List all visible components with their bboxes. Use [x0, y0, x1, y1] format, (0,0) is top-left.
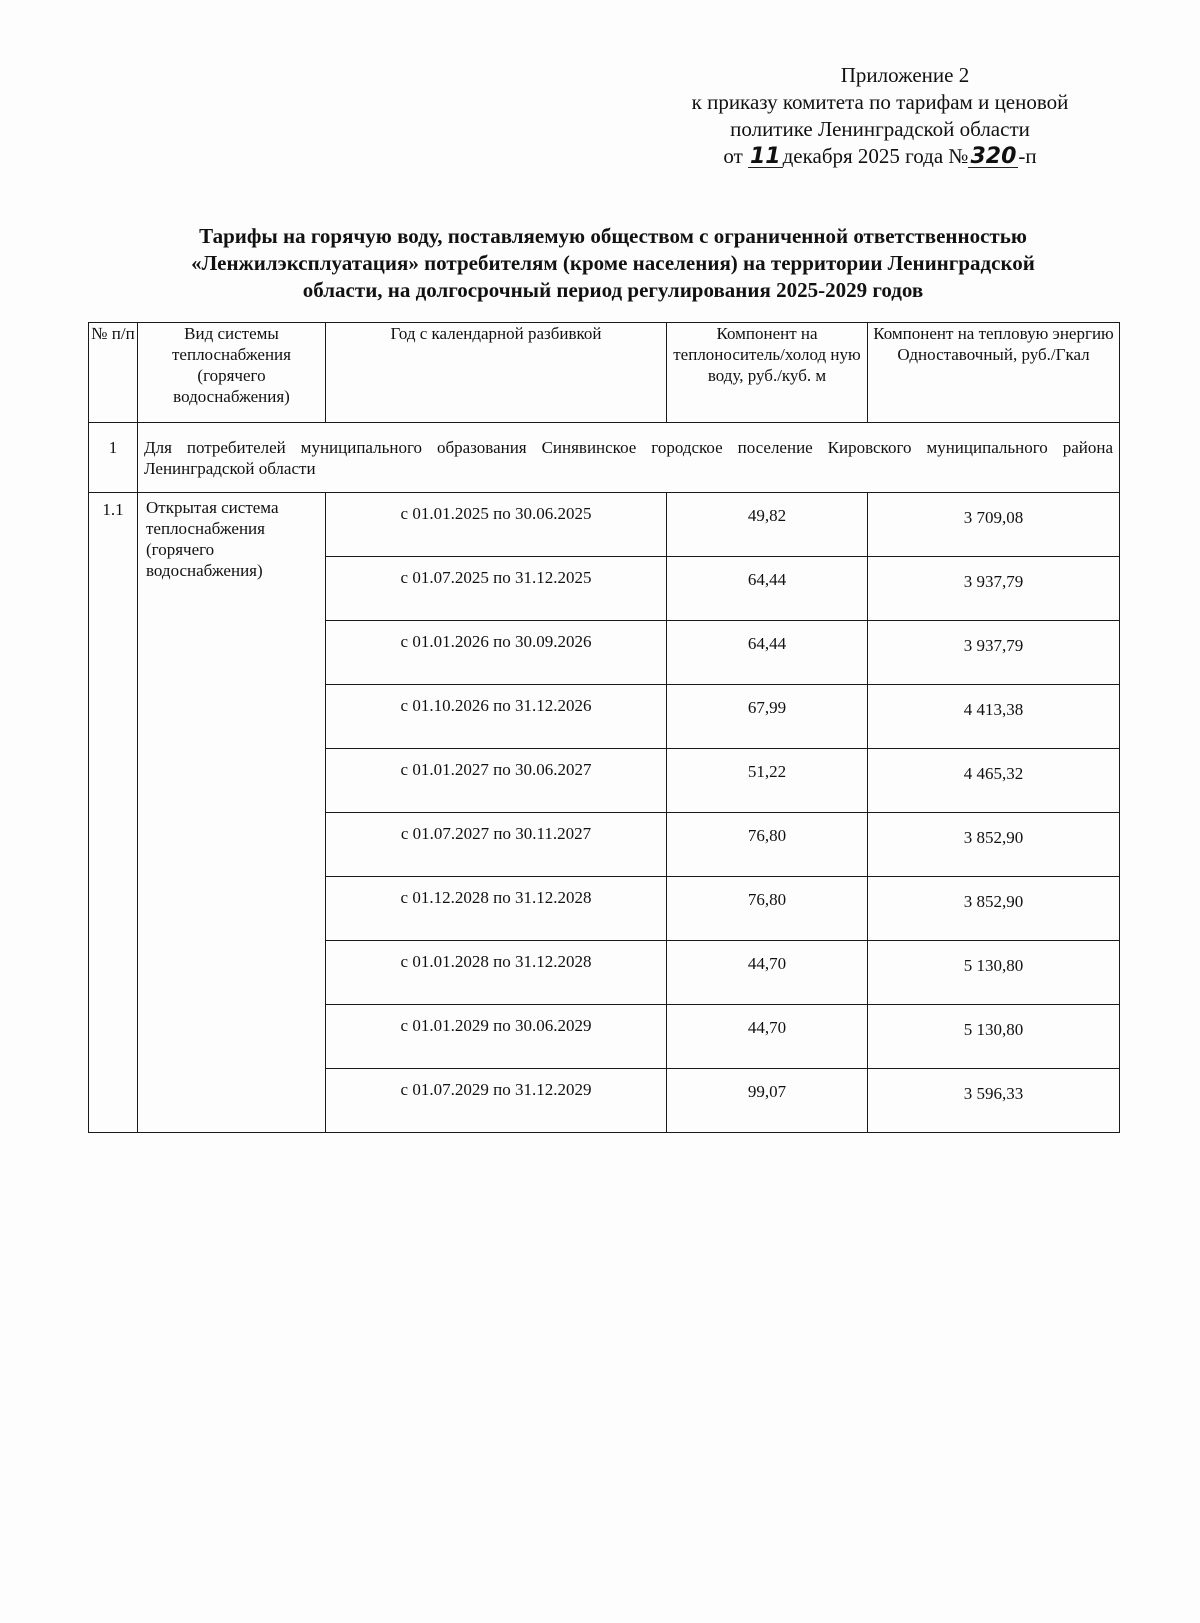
appendix-header — [640, 62, 1120, 170]
header-num: № п/п — [89, 323, 138, 423]
row-heat-value: 3 852,90 — [868, 813, 1120, 877]
group-description: Для потребителей муниципального образования Синявинское городское поселение Кировского муниципального района Ленинградской области — [138, 423, 1120, 493]
row-period: с 01.01.2027 по 30.06.2027 — [326, 749, 667, 813]
row-period: с 01.01.2028 по 31.12.2028 — [326, 941, 667, 1005]
row-water-value: 44,70 — [667, 1005, 868, 1069]
group-row — [89, 423, 1120, 493]
row-water-value: 67,99 — [667, 685, 868, 749]
handwritten-order-number: 320 — [970, 144, 1017, 169]
row-period: с 01.07.2027 по 30.11.2027 — [326, 813, 667, 877]
header-heat-component: Компонент на тепловую энергию Одноставочный, руб./Гкал — [868, 323, 1120, 423]
row-water-value: 51,22 — [667, 749, 868, 813]
tariff-table — [88, 322, 1120, 1133]
group-num: 1 — [89, 423, 138, 493]
row-period: с 01.01.2029 по 30.06.2029 — [326, 1005, 667, 1069]
header-period: Год с календарной разбивкой — [326, 323, 667, 423]
row-heat-value: 3 937,79 — [868, 621, 1120, 685]
handwritten-day: 11 — [750, 144, 781, 169]
header-system-type: Вид системы теплоснабжения (горячего водоснабжения) — [138, 323, 326, 423]
subgroup-num: 1.1 — [89, 493, 138, 1133]
row-heat-value: 3 596,33 — [868, 1069, 1120, 1133]
row-water-value: 76,80 — [667, 813, 868, 877]
row-water-value: 64,44 — [667, 621, 868, 685]
title-line-1: Тарифы на горячую воду, поставляемую обществом с ограниченной ответственностью — [199, 224, 1027, 248]
row-heat-value: 5 130,80 — [868, 1005, 1120, 1069]
title-line-2: «Ленжилэксплуатация» потребителям (кроме населения) на территории Ленинградской — [191, 251, 1035, 275]
row-heat-value: 3 852,90 — [868, 877, 1120, 941]
row-heat-value: 5 130,80 — [868, 941, 1120, 1005]
row-heat-value: 3 937,79 — [868, 557, 1120, 621]
row-heat-value: 4 465,32 — [868, 749, 1120, 813]
appendix-order-ref: к приказу комитета по тарифам и ценовой — [691, 90, 1069, 114]
order-suffix: -п — [1018, 144, 1037, 168]
table-header-row — [89, 323, 1120, 423]
row-water-value: 49,82 — [667, 493, 868, 557]
row-water-value: 76,80 — [667, 877, 868, 941]
row-period: с 01.10.2026 по 31.12.2026 — [326, 685, 667, 749]
row-water-value: 44,70 — [667, 941, 868, 1005]
table-row — [89, 493, 1120, 557]
title-line-3: области, на долгосрочный период регулирования 2025-2029 годов — [302, 278, 924, 302]
subgroup-system-type: Открытая система теплоснабжения (горячего водоснабжения) — [138, 493, 326, 1133]
row-period: с 01.12.2028 по 31.12.2028 — [326, 877, 667, 941]
row-water-value: 64,44 — [667, 557, 868, 621]
appendix-title: Приложение 2 — [840, 63, 970, 87]
row-heat-value: 4 413,38 — [868, 685, 1120, 749]
date-middle: декабря 2025 года № — [782, 144, 969, 168]
row-period: с 01.07.2029 по 31.12.2029 — [326, 1069, 667, 1133]
row-period: с 01.01.2025 по 30.06.2025 — [326, 493, 667, 557]
row-heat-value: 3 709,08 — [868, 493, 1120, 557]
appendix-committee: политике Ленинградской области — [730, 117, 1030, 141]
row-period: с 01.07.2025 по 31.12.2025 — [326, 557, 667, 621]
date-prefix: от — [723, 144, 743, 168]
row-water-value: 99,07 — [667, 1069, 868, 1133]
row-period: с 01.01.2026 по 30.09.2026 — [326, 621, 667, 685]
document-title — [118, 223, 1108, 304]
appendix-date-line — [640, 143, 1120, 170]
header-water-component: Компонент на теплоноситель/холод ную воду, руб./куб. м — [667, 323, 868, 423]
